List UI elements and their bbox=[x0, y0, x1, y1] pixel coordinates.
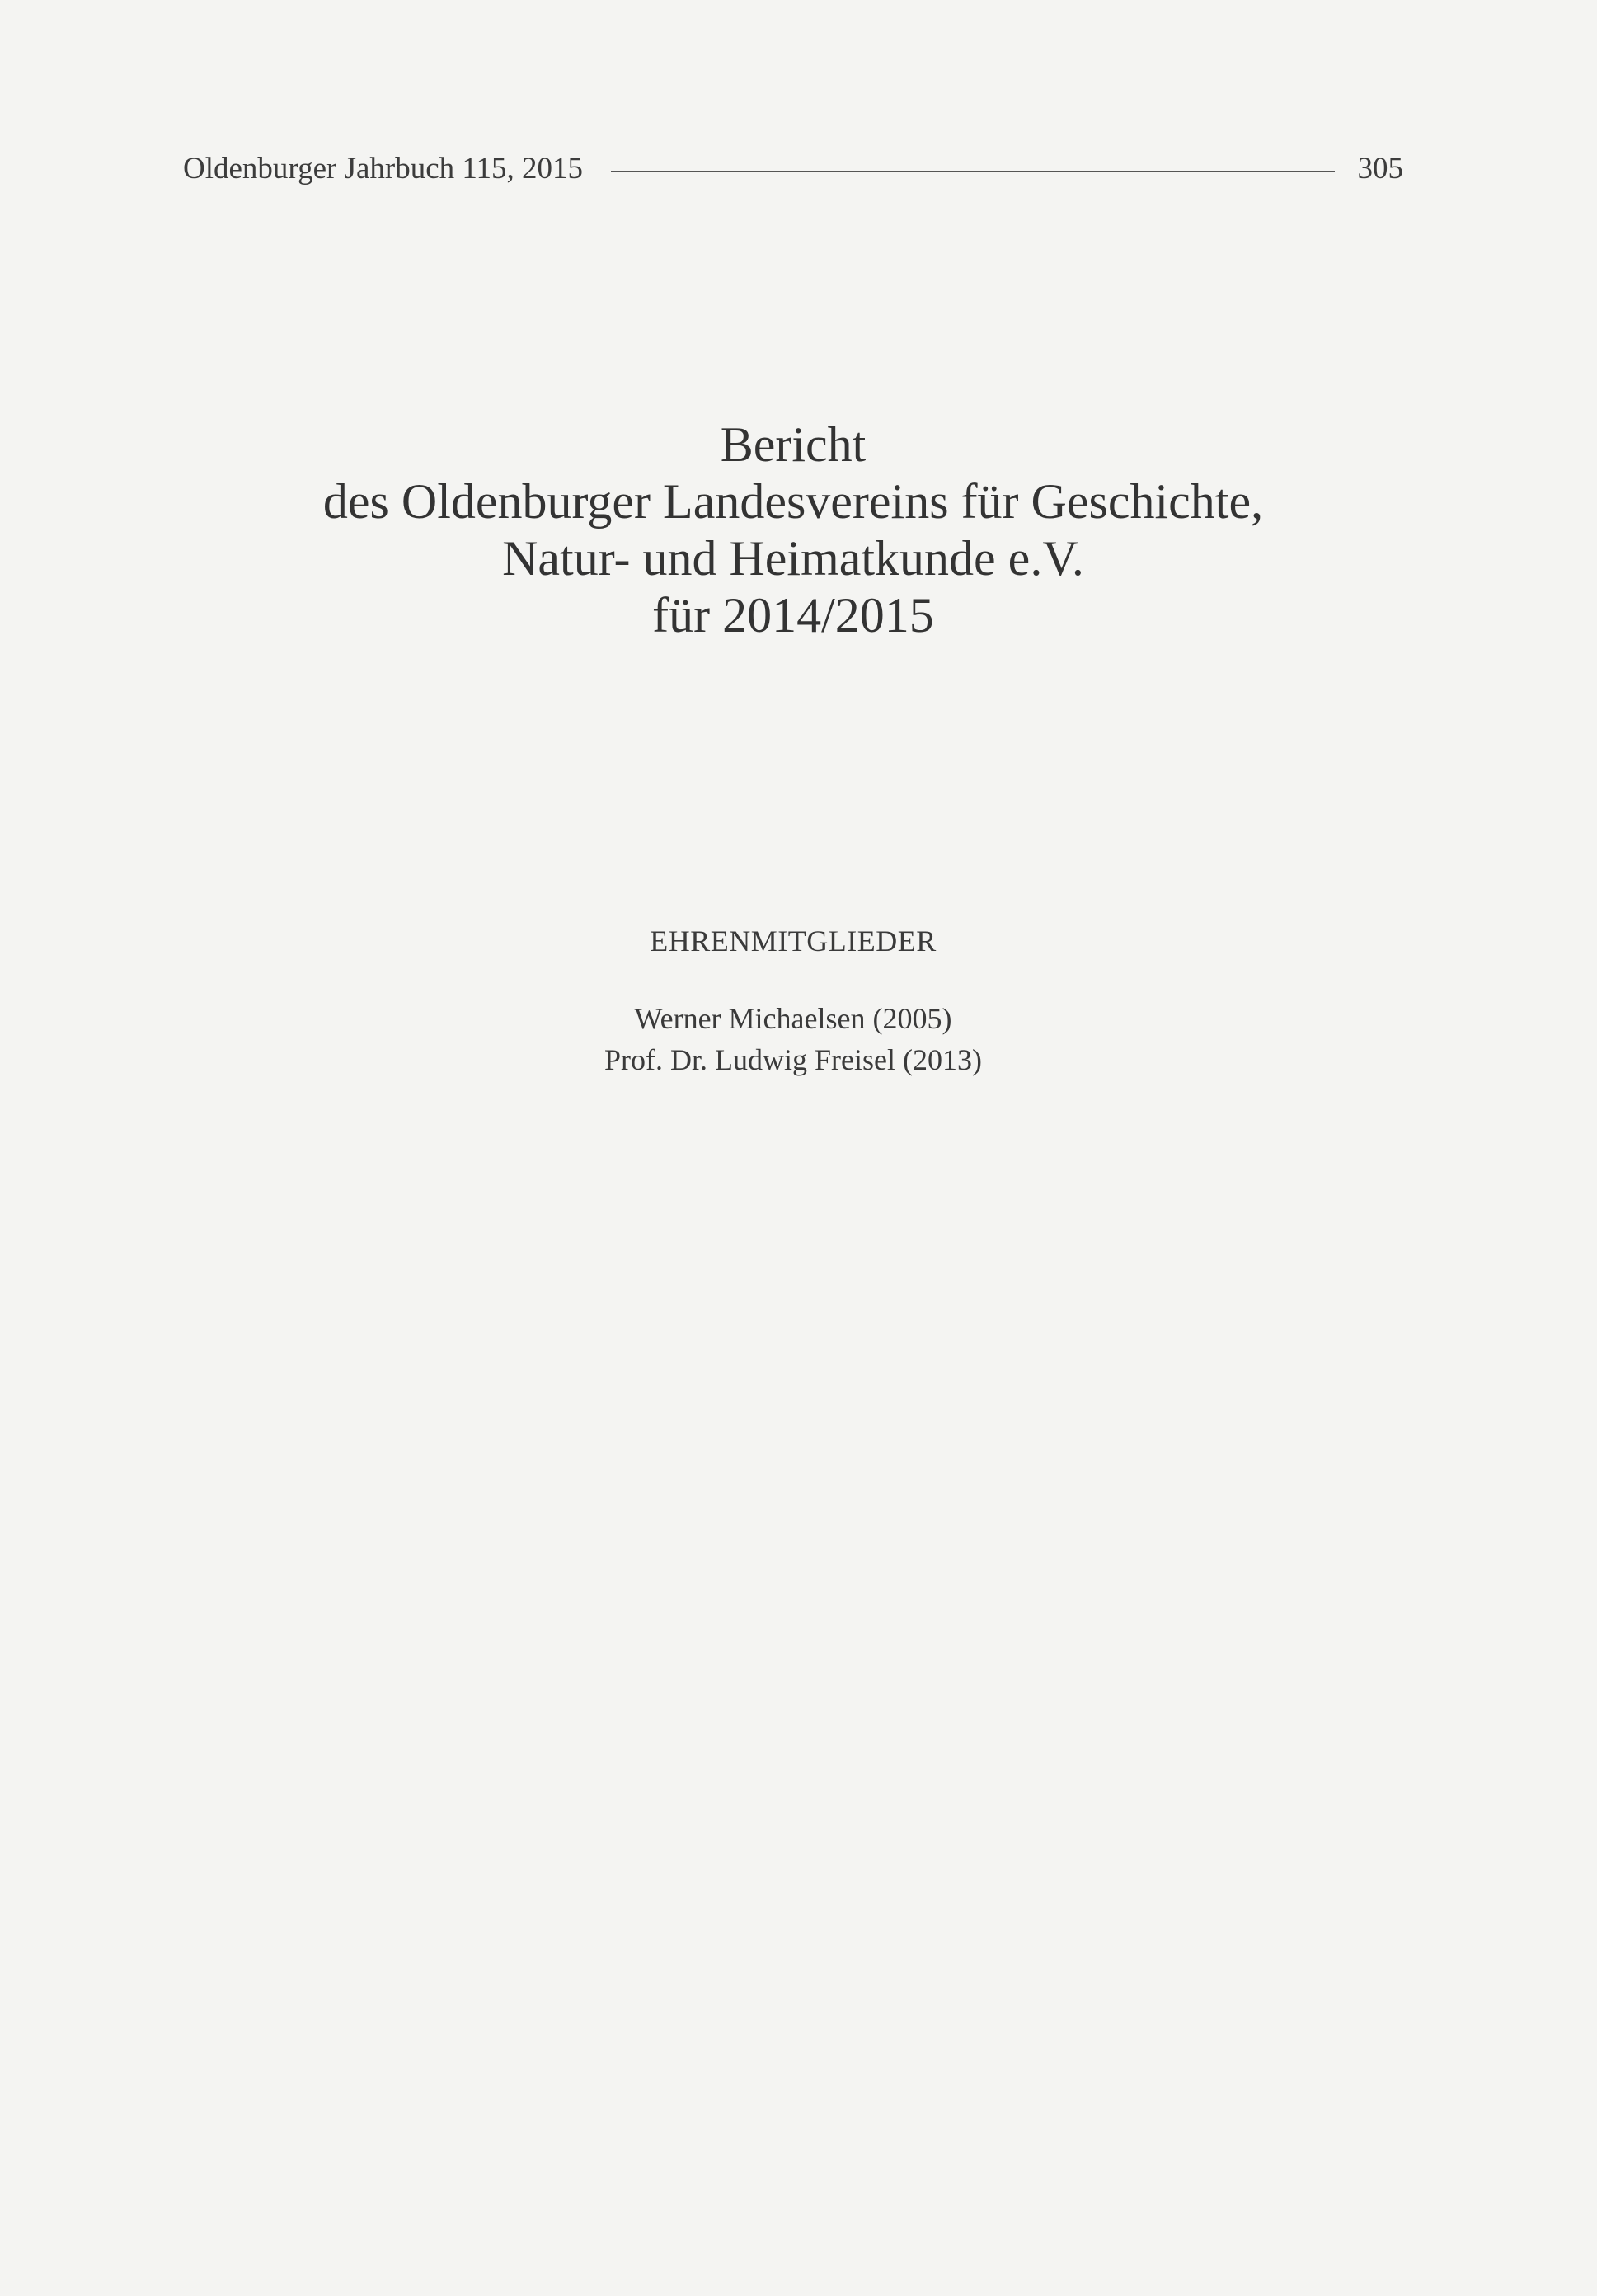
honorary-members-section bbox=[183, 924, 1403, 1080]
running-head bbox=[183, 145, 1403, 191]
member-entry: Prof. Dr. Ludwig Freisel (2013) bbox=[604, 1043, 982, 1076]
title-line-3: Natur- und Heimatkunde e.V. bbox=[502, 531, 1084, 586]
header-rule bbox=[611, 171, 1334, 172]
title-line-4: für 2014/2015 bbox=[652, 588, 934, 642]
report-title bbox=[183, 416, 1403, 644]
section-heading: EHRENMITGLIEDER bbox=[650, 925, 937, 957]
journal-title: Oldenburger Jahrbuch 115, 2015 bbox=[183, 151, 584, 186]
title-line-2: des Oldenburger Landesvereins für Geschichte, bbox=[322, 474, 1264, 529]
title-line-1: Bericht bbox=[720, 417, 867, 472]
member-entry: Werner Michaelsen (2005) bbox=[634, 1002, 952, 1035]
page-number: 305 bbox=[1357, 151, 1403, 186]
